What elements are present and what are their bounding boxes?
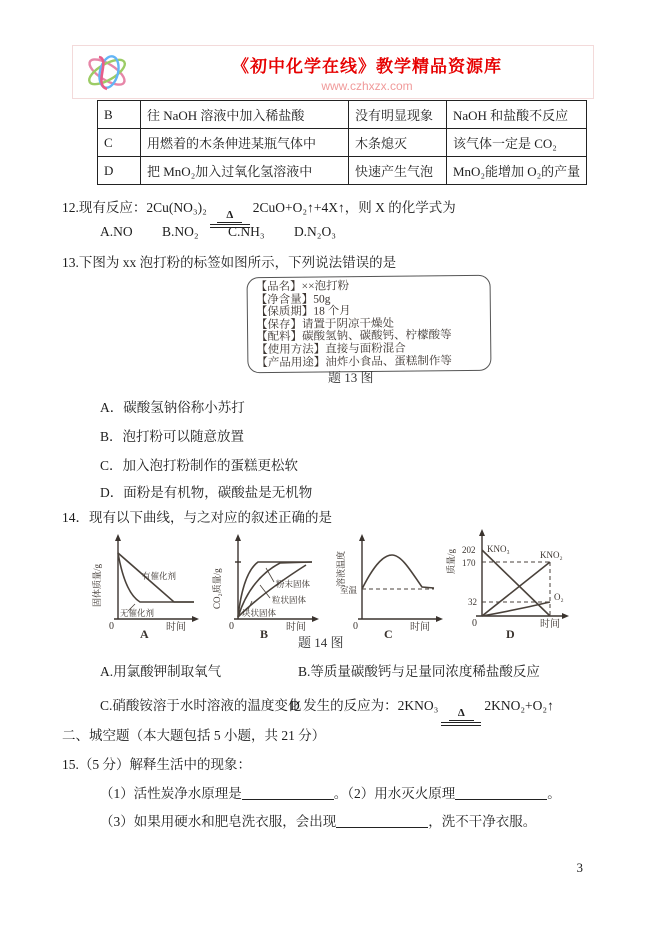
graph-a-origin: 0 [109,621,114,632]
q14-option-d-post: 2KNO₂+O₂↑ [484,698,554,713]
row-key: B [98,101,141,129]
graph-a-xlabel: 时间 [166,622,186,633]
baking-powder-label [247,275,492,374]
q12-option-d: D.N₂O₃ [293,224,336,239]
graph-a-curve1-label: 有催化剂 [142,571,177,581]
graph-a-ylabel: 固体质量/g [92,563,102,607]
question-14-heading: 14．现有以下曲线，与之对应的叙述正确的是 [62,510,332,525]
graph-b-xlabel: 时间 [286,622,306,633]
q13-option-b: B．泡打粉可以随意放置 [100,429,245,444]
figure-13-caption: 题 13 图 [328,370,374,385]
q14-option-c: C.硝酸铵溶于水时溶液的温度变化 [100,698,302,713]
row-conclusion: NaOH 和盐酸不反应 [447,101,587,129]
table-row [98,157,587,185]
q12-text-post: 2CuO+O₂↑+4X↑，则 X 的化学式为 [252,200,456,215]
label-line: 【品名】××泡打粉 [255,280,350,294]
figure-14-caption: 题 14 图 [298,635,344,650]
equals-line [441,722,481,726]
graph-a-curve2-label: 无催化剂 [120,608,155,618]
page-number: 3 [576,860,583,875]
graph-b-origin: 0 [229,621,234,632]
section-2-heading: 二、城空题（本大题包括 5 小题，共 21 分） [62,728,326,743]
q14-option-a: A.用氯酸钾制取氧气 [100,664,222,679]
row-key: C [98,129,141,157]
q13-option-d: D．面粉是有机物，碳酸盐是无机物 [100,485,313,500]
site-url: www.czhxzx.com [321,78,413,93]
label-line: 【使用方法】直接与面粉混合 [256,342,406,357]
question-15-heading: 15.（5 分）解释生活中的现象： [62,757,251,772]
q13-option-c: C．加入泡打粉制作的蛋糕更松软 [100,458,299,473]
graph-d-series-kno2-label: KNO₂ [540,550,563,560]
row-operation: 用燃着的木条伸进某瓶气体中 [141,129,349,157]
q15-item3-end: ，洗不干净衣服。 [428,814,537,829]
graph-c-letter: C [384,627,393,639]
graph-d-ytick-202: 202 [462,545,476,555]
graph-b-curve1-label: 粉末固体 [276,579,311,589]
label-line: 【产品用途】油炸小食品、蛋糕制作等 [256,354,452,369]
q15-item-3 [100,810,536,830]
answer-blank [242,785,334,800]
row-phenomenon: 木条熄灭 [349,129,447,157]
site-title: 《初中化学在线》教学精品资源库 [232,56,502,76]
graph-b-curve2-label: 粒状固体 [272,595,307,605]
q12-option-a: A.NO [100,224,133,239]
site-header [72,45,594,99]
graph-a-letter: A [140,627,149,639]
graph-d-series-kno3-label: KNO₃ [487,544,510,554]
graph-c-ylabel: 溶液温度 [336,550,346,587]
row-phenomenon: 快速产生气泡 [349,157,447,185]
label-line: 【净含量】50g [255,292,331,306]
delta-symbol: Δ [449,708,474,721]
q14-option-b: B.等质量碳酸钙与足量同浓度稀盐酸反应 [298,664,540,679]
graph-d-origin: 0 [472,618,477,629]
row-phenomenon: 没有明显现象 [349,101,447,129]
row-operation: 把 MnO₂加入过氧化氢溶液中 [141,157,349,185]
graph-d [442,522,576,639]
row-conclusion: MnO₂能增加 O₂的产量 [447,157,587,185]
label-line: 【配料】碳酸氢钠、碳酸钙、柠檬酸等 [256,329,452,344]
graph-c-baseline-label: 室温 [340,585,358,595]
q15-item1-end: 。 [547,786,561,801]
graph-b-curve3-label: 块状固体 [242,608,277,618]
experiment-table [97,100,587,185]
q14-option-d [290,694,554,726]
graph-c [332,527,450,639]
label-line: 【保存】请置于阴凉干燥处 [255,317,395,331]
question-13-heading: 13.下图为 xx 泡打粉的标签如图所示，下列说法错误的是 [62,255,397,270]
graph-b [208,527,328,639]
row-key: D [98,157,141,185]
graph-d-series-o2-label: O₂ [554,592,564,602]
q15-item1-mid: 。（2）用水灭火原理 [333,786,456,801]
q13-option-a: A．碳酸氢钠俗称小苏打 [100,400,245,415]
q12-option-b: B.NO₂ [162,224,199,239]
graph-d-ylabel: 质量/g [446,548,456,574]
graph-b-letter: B [260,627,269,639]
graph-b-ylabel: CO₂质量/g [212,568,222,609]
graph-d-ytick-170: 170 [462,558,476,568]
graph-c-xlabel: 时间 [410,622,430,633]
answer-blank [455,785,547,800]
q15-item3-text: （3）如果用硬水和肥皂洗衣服，会出现 [100,814,337,829]
row-conclusion: 该气体一定是 CO₂ [447,129,587,157]
graph-c-origin: 0 [353,621,358,632]
q14-option-d-pre: D 发生的反应为：2KNO₃ [290,698,439,713]
reaction-condition [441,708,481,726]
graph-a [88,527,206,639]
q15-item1-text: （1）活性炭净水原理是 [100,786,242,801]
graph-d-xlabel: 时间 [540,619,560,630]
q12-text-pre: 12.现有反应：2Cu(NO₃)₂ [62,200,207,215]
table-row [98,129,587,157]
graph-d-letter: D [506,627,515,639]
delta-symbol: Δ [217,210,242,223]
q12-option-c: C.NH₃ [227,224,265,239]
table-row [98,101,587,129]
row-operation: 往 NaOH 溶液中加入稀盐酸 [141,101,349,129]
answer-blank [336,813,428,828]
graph-d-ytick-32: 32 [468,597,477,607]
q15-item-1 [100,782,561,802]
label-line: 【保质期】18 个月 [255,305,351,319]
q12-options [100,224,362,240]
site-logo-icon [77,47,141,97]
